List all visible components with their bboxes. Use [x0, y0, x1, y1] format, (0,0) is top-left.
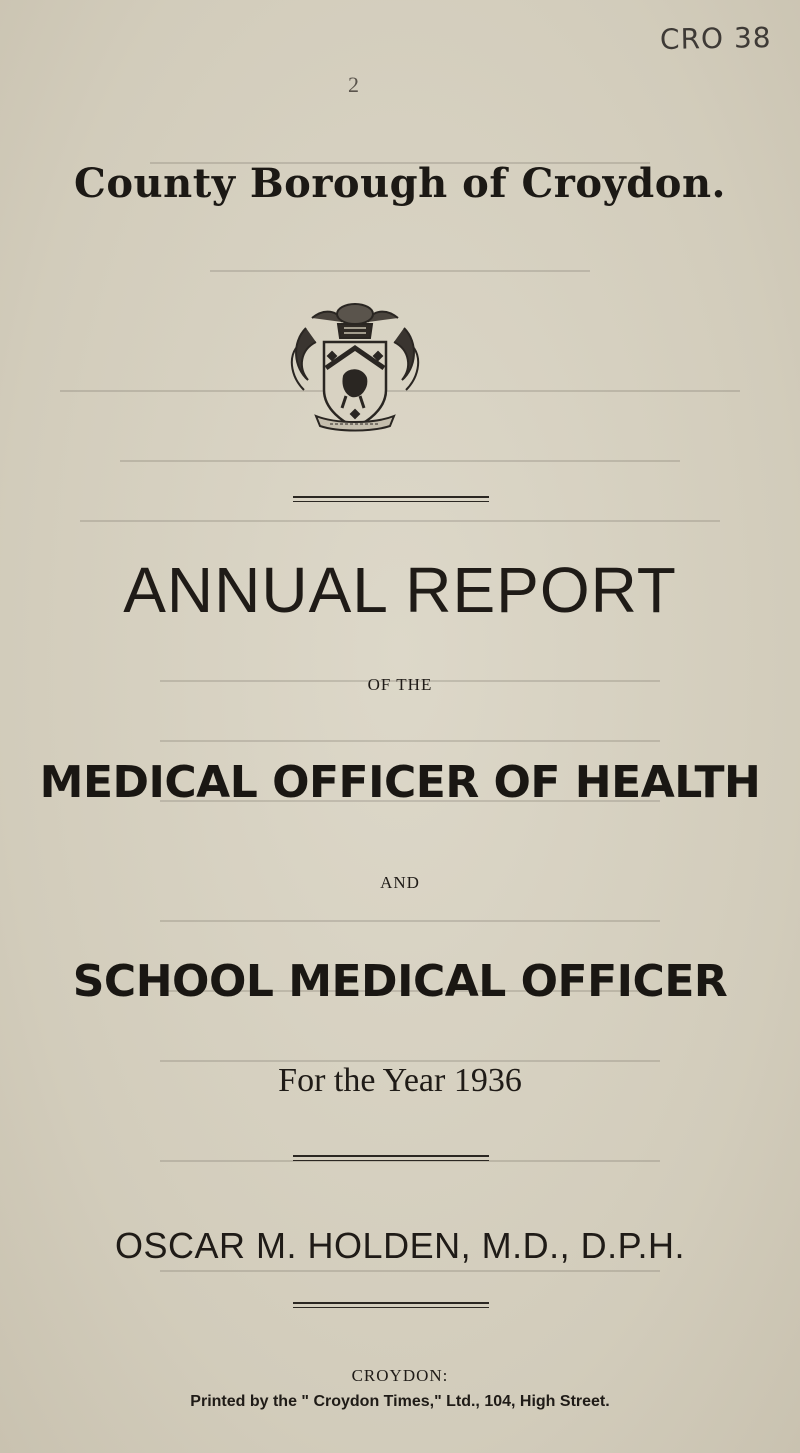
printer-imprint: Printed by the " Croydon Times," Ltd., 104, High Street. [190, 1393, 610, 1410]
divider-rule [293, 1302, 489, 1308]
report-year: For the Year 1936 [278, 1062, 522, 1099]
divider-rule [293, 1155, 489, 1161]
catalog-mark: CRO 38 [660, 21, 773, 56]
coat-of-arms-icon [286, 298, 424, 432]
and-label: AND [380, 873, 420, 892]
school-medical-officer-title: SCHOOL MEDICAL OFFICER [72, 956, 728, 1007]
divider-rule [293, 496, 489, 502]
page-mark: 2 [348, 72, 359, 97]
borough-heading: County Borough of Croydon. [74, 160, 726, 207]
author-name: OSCAR M. HOLDEN, M.D., D.P.H. [115, 1225, 685, 1266]
place-of-publication: CROYDON: [351, 1366, 449, 1385]
of-the-label: OF THE [367, 675, 433, 694]
report-title: ANNUAL REPORT [123, 554, 677, 626]
medical-officer-of-health-title: MEDICAL OFFICER OF HEALTH [39, 757, 761, 808]
